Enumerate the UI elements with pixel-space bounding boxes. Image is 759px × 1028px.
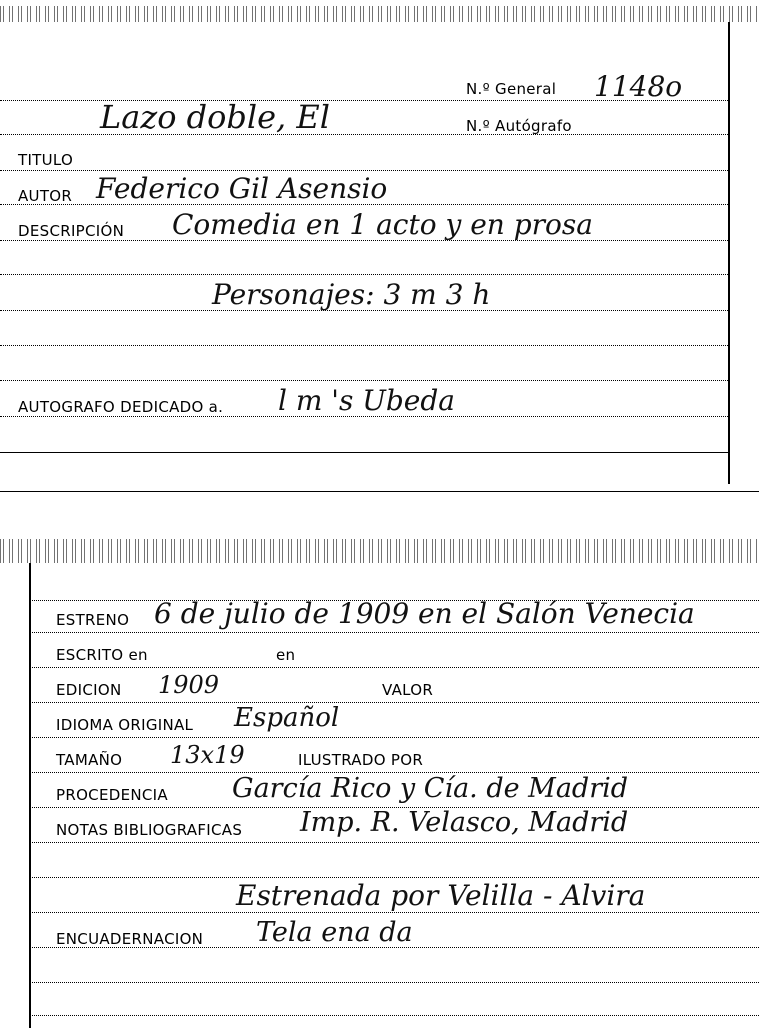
ruled-line xyxy=(29,632,759,633)
catalog-card-lower xyxy=(0,537,759,1028)
edition-value: 1909 xyxy=(158,671,220,699)
edition-label: EDICION xyxy=(56,681,122,699)
written-on-label: en xyxy=(276,646,296,664)
card-bottom-edge xyxy=(0,491,759,492)
general-number-label: N.º General xyxy=(466,80,557,98)
characters-value: Personajes: 3 m 3 h xyxy=(212,278,491,311)
ruled-line xyxy=(29,982,759,983)
description-label: DESCRIPCIÓN xyxy=(18,222,125,240)
ruled-line xyxy=(29,912,759,913)
torn-edge-texture xyxy=(0,6,759,22)
provenance-value: García Rico y Cía. de Madrid xyxy=(232,773,629,804)
ruled-line xyxy=(29,877,759,878)
title-label: TITULO xyxy=(18,151,74,169)
binding-label: ENCUADERNACION xyxy=(56,930,204,948)
bibliographic-notes-label: NOTAS BIBLIOGRAFICAS xyxy=(56,821,243,839)
dedicated-autograph-label: AUTOGRAFO DEDICADO a. xyxy=(18,398,224,416)
written-in-label: ESCRITO en xyxy=(56,646,148,664)
author-label: AUTOR xyxy=(18,187,73,205)
size-value: 13x19 xyxy=(170,741,245,769)
title-value: Lazo doble, El xyxy=(100,98,330,136)
ruled-line xyxy=(29,737,759,738)
ruled-line xyxy=(0,170,728,171)
ruled-line xyxy=(0,452,728,453)
premiere-value: 6 de julio de 1909 en el Salón Venecia xyxy=(154,597,695,630)
dedicated-autograph-value: l m 's Ubeda xyxy=(278,384,455,417)
description-value: Comedia en 1 acto y en prosa xyxy=(172,208,593,241)
ruled-line xyxy=(29,842,759,843)
value-label: VALOR xyxy=(382,681,434,699)
author-value: Federico Gil Asensio xyxy=(96,172,388,205)
original-language-label: IDIOMA ORIGINAL xyxy=(56,716,194,734)
card-right-border xyxy=(728,22,730,484)
ruled-line xyxy=(0,380,728,381)
premiered-by-value: Estrenada por Velilla - Alvira xyxy=(236,879,646,912)
catalog-card-upper xyxy=(0,0,759,492)
premiere-label: ESTRENO xyxy=(56,611,130,629)
size-label: TAMAÑO xyxy=(56,751,123,769)
ruled-line xyxy=(29,702,759,703)
general-number-value: 1148o xyxy=(594,70,683,103)
ruled-line xyxy=(29,667,759,668)
ruled-line xyxy=(29,1015,759,1016)
autograph-number-label: N.º Autógrafo xyxy=(466,117,572,135)
ruled-line xyxy=(0,345,728,346)
illustrated-by-label: ILUSTRADO POR xyxy=(298,751,424,769)
bibliographic-notes-value: Imp. R. Velasco, Madrid xyxy=(300,807,629,838)
original-language-value: Español xyxy=(234,703,340,733)
ruled-line xyxy=(0,274,728,275)
binding-value: Tela ena da xyxy=(256,917,413,948)
torn-edge-texture xyxy=(0,539,759,563)
provenance-label: PROCEDENCIA xyxy=(56,786,168,804)
